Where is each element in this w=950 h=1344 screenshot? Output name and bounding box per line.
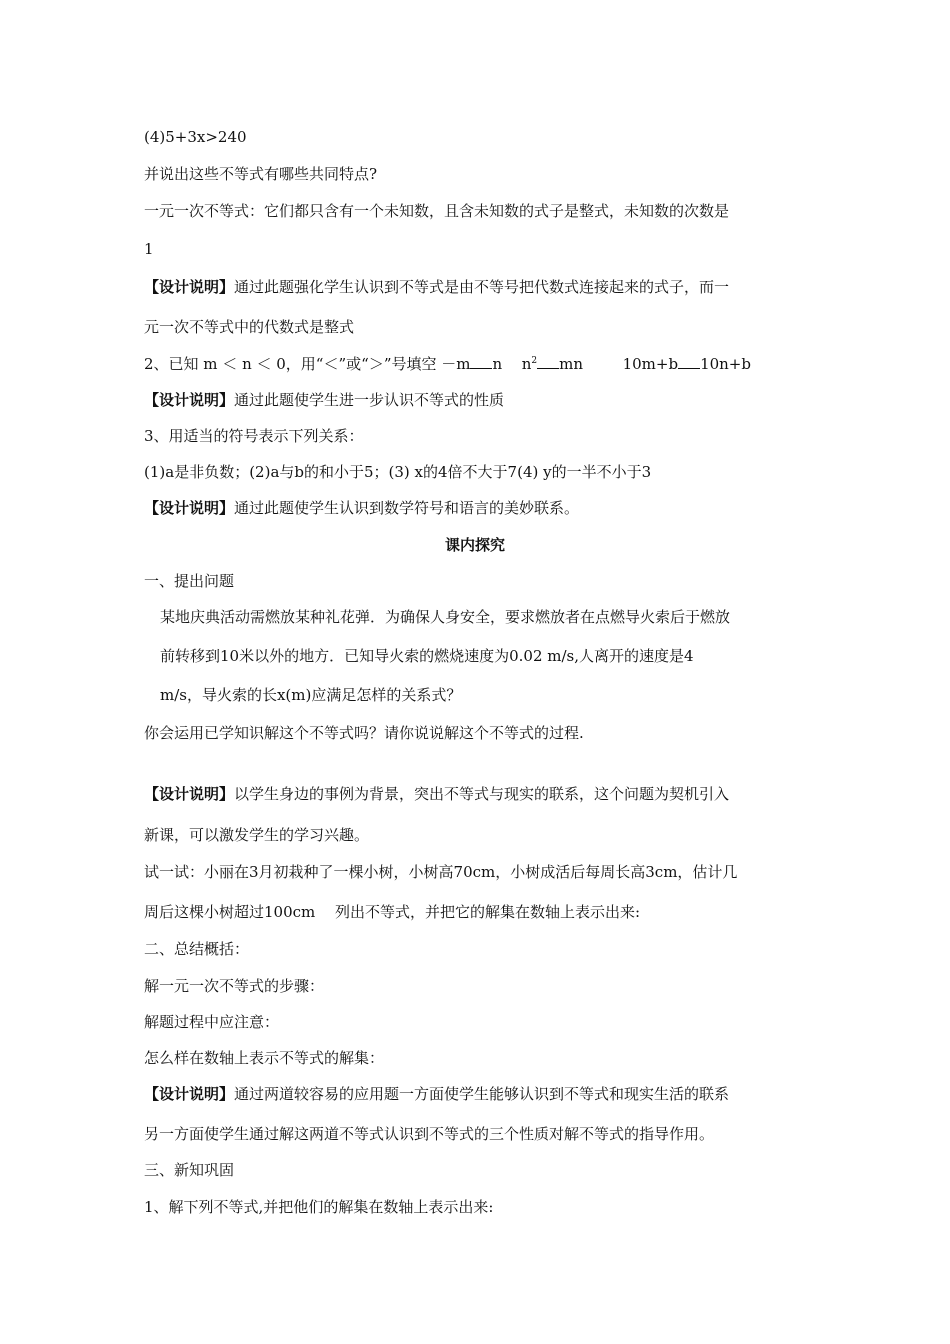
question-2 [144,354,814,374]
design-note-text: 以学生身边的事例为背景，突出不等式与现实的联系，这个问题为契机引入 [234,785,730,803]
problem-line-1: 某地庆典活动需燃放某种礼花弹．为确保人身安全，要求燃放者在点燃导火索后于燃放 [160,608,731,626]
part-2-title: 二、总结概括： [144,940,250,958]
q2-prefix: 2、已知 m ＜ n ＜ 0，用“＜”或“＞”号填空 －m [144,355,471,373]
exercise-1: 1、解下列不等式,并把他们的解集在数轴上表示出来: [144,1198,494,1216]
design-note-tag: 【设计说明】 [144,1085,235,1103]
inequality-item-4: (4)5+3x>240 [144,128,247,146]
q2-n-squared: $n^2$ [521,355,538,373]
part-3-title: 三、新知巩固 [144,1161,235,1179]
design-note-text: 通过此题使学生进一步认识不等式的性质 [234,391,505,409]
notes-prompt: 解题过程中应注意： [144,1013,280,1031]
problem-line-2: 前转移到10米以外的地方．已知导火索的燃烧速度为0.02 m/s,人离开的速度是4 [160,647,694,665]
q2-expr-b: 10n+b [700,355,751,373]
part-1-title: 一、提出问题 [144,572,235,590]
q2-blank-1[interactable] [470,354,492,369]
question-3: 3、用适当的符号表示下列关系： [144,427,364,445]
design-note-text: 通过此题使学生认识到数学符号和语言的美妙联系。 [234,499,580,517]
design-note-text: 通过两道较容易的应用题一方面使学生能够认识到不等式和现实生活的联系 [234,1085,730,1103]
problem-question: 你会运用已学知识解这个不等式吗？请你说说解这个不等式的过程. [144,724,584,742]
design-note-5-line-1 [144,1084,814,1104]
q2-blank-2[interactable] [537,354,559,369]
design-note-3 [144,498,814,518]
number-line-prompt: 怎么样在数轴上表示不等式的解集： [144,1049,385,1067]
question-common-features: 并说出这些不等式有哪些共同特点? [144,165,378,183]
q2-n: n [492,355,503,373]
design-note-tag: 【设计说明】 [144,499,235,517]
design-note-tag: 【设计说明】 [144,391,235,409]
design-note-4-line-2: 新课，可以激发学生的学习兴趣。 [144,826,370,844]
q2-expr-a: 10m+b [622,355,679,373]
design-note-tag: 【设计说明】 [144,278,235,296]
question-3-items: (1)a是非负数；(2)a与b的和小于5；(3) x的4倍不大于7(4) y的一半不小于3 [144,463,652,481]
design-note-1-line-2: 元一次不等式中的代数式是整式 [144,318,355,336]
design-note-5-line-2: 另一方面使学生通过解这两道不等式认识到不等式的三个性质对解不等式的指导作用。 [144,1125,715,1143]
design-note-text: 通过此题强化学生认识到不等式是由不等号把代数式连接起来的式子，而一 [234,278,730,296]
definition-line-2: 1 [144,240,154,258]
problem-line-3: m/s，导火索的长x(m)应满足怎样的关系式？ [160,686,462,704]
design-note-4-line-1 [144,784,814,804]
design-note-2 [144,390,814,410]
try-it-line-1: 试一试：小丽在3月初栽种了一棵小树，小树高70cm，小树成活后每周长高3cm，估计几 [144,863,738,881]
definition-line-1: 一元一次不等式：它们都只含有一个未知数，且含未知数的式子是整式，未知数的次数是 [144,202,730,220]
q2-mn: mn [559,355,584,373]
try-it-line-2: 周后这棵小树超过100cm 列出不等式，并把它的解集在数轴上表示出来: [144,903,641,921]
steps-prompt: 解一元一次不等式的步骤： [144,977,325,995]
design-note-1-line-1 [144,277,814,297]
q2-blank-3[interactable] [678,354,700,369]
design-note-tag: 【设计说明】 [144,785,235,803]
section-heading: 课内探究 [444,536,505,554]
